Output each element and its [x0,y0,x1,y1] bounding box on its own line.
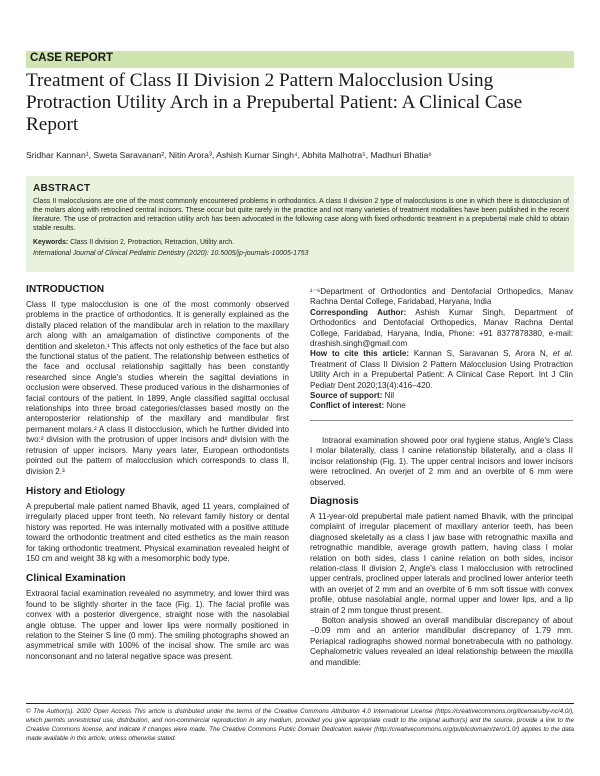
license-footer: © The Author(s). 2020 Open Access This article is distributed under the terms of the Creative Commons Attribution 4.0 International License (https://creativecommons.org/licenses/by-nc/4.0/), which permits unrestricted use, distribution, and non-commercial reproduction in any medium, provided you give appropriate credit to the original author(s) and the source, provide a link to the Creative Commons license, and indicate if changes were made. The Creative Commons Public Domain Dedication waiver (http://creativecommons.org/publicdomain/zero/1.0/) applies to the data made available in this article, unless otherwise stated. [26,708,574,742]
history-text: A prepubertal male patient named Bhavik, aged 11 years, complained of irregularly placed upper front teeth. No relevant family history or dental history was reported. He was internally motivated with a positive attitude toward the orthodontic treatment and cited esthetics as the main reason for taking orthodontic treatment. Physical examination revealed height of 150 cm and weight 38 kg with a mesomorphic body type. [26,501,289,563]
abstract-heading: ABSTRACT [33,183,91,194]
clinical-text: Extraoral facial examination revealed no asymmetry, and lower third was found to be slightly shorter in the face (Fig. 1). The facial profile was convex with a posterior divergence, straight nose with the nasolabial angle obtuse. The upper and lower lips were normally positioned in relation to the Steiner S line (0 mm). The smiling photographs showed an asymmetrical smile with 100% of the incisal show. The smile arc was nonconsonant and no lateral negative space was present. [26,589,289,661]
support-label: Source of support: [310,391,383,401]
keywords-value: Class II division 2, Protraction, Retraction, Utility arch. [70,239,235,246]
corresponding-text: Ashish Kumar Singh, Department of Orthodontics and Dentofacial Orthopedics, Manav Rachna Dental College, Faridabad, Haryana, India, Phone: +91 8377878380, e-mail: drashish.singh@gmail.com [310,307,573,349]
how-to-cite [310,349,573,391]
diagnosis-text: A 11-year-old prepubertal male patient named Bhavik, with the principal complaint of irregular placement of maxillary anterior teeth, has been diagnosed skeletally as a class I jaw base with retrognathic maxilla and retrognathic mandible, average growth pattern, having class I molar relation on both sides, class I canine relation on both sides, incisor relation-class II division 2, Angle's class I malocclusion with retroclined upper centrals, proclined upper laterals and proclined lower anterior teeth with an overjet of 2 mm and an overbite of 6 mm soft tissue with convex profile, obtuse nasolabial angle, normal upper and lower lips, and a lip strain of 2 mm tongue thrust present. [310,512,573,615]
source-of-support [310,391,573,401]
corresponding-label: Corresponding Author: [310,307,407,317]
case-report-banner [26,51,574,68]
right-column-meta [310,287,573,412]
diagnosis-heading: Diagnosis [310,496,359,507]
conflict-value: None [386,401,406,411]
introduction-text: Class II type malocclusion is one of the most commonly observed problems in the practice of orthodontics. It is generally explained as the distally placed relation of the mandibular arch in relation to the maxillary arch along with an amalgamation of distinctive components of the dentition and skeleton.¹ This affects not only esthetics of the face but also the functional status of the patient. The relationship between esthetics of the face and occlusal relationship sagittally has been constantly researched since Angle's studies wherein the sagittal deviations in occlusion were observed. These produced various in the disharmonies of facial contours of the patient. In 1899, Angle classified sagittal occlusal relationships into three broad categories/classes based mostly on the anteroposterior relationship of the maxillary and mandibular first permanent molars.² A class II distocclusion, which he further divided into two:² division with the protrusion of upper incisors and² division with the retrusion of upper incisors. Many years later, European orthodontists pointed out the pattern of malocclusion which corresponds to class II, division 2.³ [26,300,289,476]
bolton-text: Bolton analysis showed an overall mandibular discrepancy of about −0.09 mm and an anterior mandibular discrepancy of 1.79 mm. Periapical radiographs showed normal bonetrabecula with no pathology. Cephalometric values revealed an ideal relationship between the maxilla and mandible: [310,616,573,667]
footer-divider [26,703,574,704]
conflict-of-interest [310,401,573,411]
keywords-line [33,238,569,247]
keywords-label: Keywords: [33,239,69,246]
cite-text-b: Treatment of Class II Division 2 Pattern Malocclusion Using Protraction Utility Arch in a Prepubertal Patient: A Clinical Case Report. Int J Clin Pediatr Dent 2020;13(4):416–420. [310,359,573,390]
clinical-heading: Clinical Examination [26,573,126,585]
conflict-label: Conflict of interest: [310,401,385,411]
cite-label: How to cite this article: [310,349,410,359]
history-heading: History and Etiology [26,485,126,497]
intraoral-text: Intraoral examination showed poor oral hygiene status, Angle's Class I molar bilaterally, class I canine relationship bilaterally, and a class II incisor relationship (Fig. 1). The upper central incisors and lower incisors were retroclined. An overjet of 2 mm and an overbite of 6 mm were observed. [310,436,573,487]
journal-citation: International Journal of Clinical Pediatric Dentistry (2020): 10.5005/jp-journals-10005-1753 [33,250,309,257]
affiliation-text: ¹⁻⁶Department of Orthodontics and Dentofacial Orthopedics, Manav Rachna Dental College, Faridabad, Haryana, India [310,287,573,307]
cite-etal: et al. [552,349,573,359]
abstract-text: Class II malocclusions are one of the most commonly encountered problems in orthodontics. A class II division 2 type of malocclusions is one in which there is distocclusion of the molars along with retroclined central incisors. These occur but quite rarely in the practice and not many varieties of treatment modalities have been published in the recent literature. The use of protraction and retraction utility arch has been advocated in the following case along with fixed orthodontic treatment in a prepubertal male child to obtain stable results. [33,198,569,232]
article-type-label: CASE REPORT [30,52,114,64]
support-value: Nil [384,391,395,401]
author-list: Sridhar Kannan¹, Sweta Saravanan², Nitin Arora³, Ashish Kumar Singh⁴, Abhita Malhotra⁵, Madhuri Bhatia⁶ [26,150,432,160]
diagnosis-section [310,496,573,668]
corresponding-author [310,308,573,350]
article-title: Treatment of Class II Division 2 Pattern Malocclusion Using Protraction Utility Arch in a Prepubertal Patient: A Clinical Case Report [26,70,523,135]
introduction-heading: INTRODUCTION [26,284,105,295]
left-column [26,284,289,662]
cite-text-a: Kannan S, Saravanan S, Arora N, [413,349,548,359]
meta-divider [310,420,573,421]
